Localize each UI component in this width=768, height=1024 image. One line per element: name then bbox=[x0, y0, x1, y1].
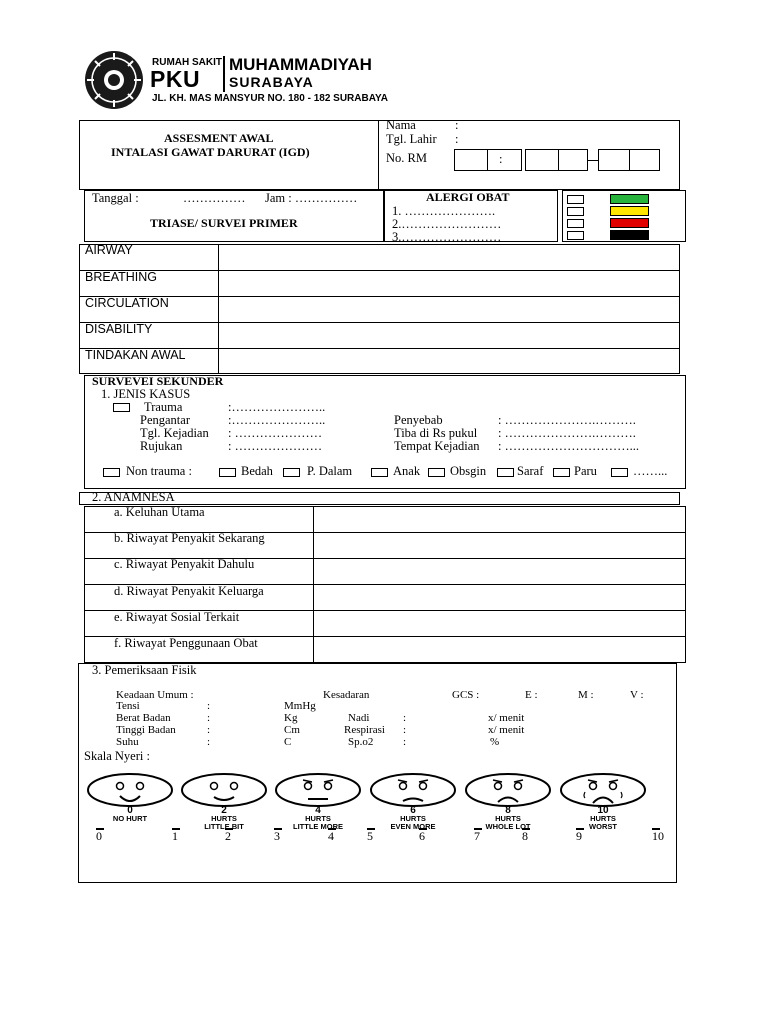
disability-field[interactable] bbox=[219, 323, 679, 348]
paru-label: Paru bbox=[574, 464, 597, 478]
pain-face-10[interactable] bbox=[558, 772, 648, 832]
pain-face-4[interactable] bbox=[273, 772, 363, 832]
face-2-icon bbox=[179, 772, 269, 808]
scale-number-4[interactable]: 4 bbox=[328, 829, 334, 843]
pain-scale-numbers[interactable] bbox=[90, 826, 670, 846]
triage-checkbox-1[interactable] bbox=[567, 195, 584, 204]
scale-number-7[interactable]: 7 bbox=[474, 829, 480, 843]
anak-checkbox[interactable] bbox=[371, 468, 388, 477]
keadaan-umum-label: Keadaan Umum : bbox=[116, 689, 194, 701]
spo2-unit: % bbox=[490, 736, 500, 748]
face-6-sublabel: EVEN MORE bbox=[390, 822, 436, 831]
keluhan-utama-field[interactable] bbox=[314, 507, 685, 532]
face-4-label: HURTS bbox=[305, 814, 331, 823]
nama-label: Nama bbox=[386, 118, 416, 132]
suhu-colon: : bbox=[207, 736, 211, 748]
bedah-checkbox[interactable] bbox=[219, 468, 236, 477]
nama-colon: : bbox=[455, 118, 459, 132]
tensi-colon: : bbox=[207, 700, 211, 712]
face-0-number: 0 bbox=[127, 805, 133, 816]
respirasi-colon: : bbox=[403, 724, 407, 736]
tgl-lahir-colon: : bbox=[455, 132, 459, 146]
tanggal-label: Tanggal : bbox=[92, 191, 139, 205]
suhu-unit: C bbox=[284, 736, 292, 748]
pku-label: PKU bbox=[150, 66, 201, 92]
riwayat-keluarga-field[interactable] bbox=[314, 585, 685, 610]
riwayat-dahulu-label: c. Riwayat Penyakit Dahulu bbox=[114, 557, 255, 571]
scale-number-5[interactable]: 5 bbox=[367, 829, 373, 843]
tgl-kejadian-value[interactable]: : ………………… bbox=[228, 426, 323, 440]
riwayat-sosial-field[interactable] bbox=[314, 611, 685, 636]
scale-number-8[interactable]: 8 bbox=[522, 829, 528, 843]
triage-color-swatch-2 bbox=[610, 206, 649, 216]
kesadaran-label: Kesadaran bbox=[323, 689, 370, 701]
tiba-label: Tiba di Rs pukul bbox=[394, 426, 478, 440]
face-4-number: 4 bbox=[315, 805, 321, 816]
hospital-logo bbox=[84, 50, 144, 110]
circulation-label: CIRCULATION bbox=[85, 296, 169, 310]
alergi-item-3[interactable]: 3.…………………… bbox=[392, 230, 502, 244]
berat-badan-colon: : bbox=[207, 712, 211, 724]
face-2-number: 2 bbox=[221, 805, 227, 816]
face-6-number: 6 bbox=[410, 805, 416, 816]
airway-label: AIRWAY bbox=[85, 243, 133, 257]
gcs-m-label[interactable]: M : bbox=[578, 689, 594, 701]
fisik-title: 3. Pemeriksaan Fisik bbox=[92, 663, 197, 677]
pain-face-2[interactable] bbox=[179, 772, 269, 832]
nadi-label: Nadi bbox=[348, 712, 370, 724]
riwayat-sekarang-field[interactable] bbox=[314, 533, 685, 558]
pain-face-0[interactable] bbox=[85, 772, 175, 832]
obsgin-label: Obsgin bbox=[450, 464, 487, 478]
respirasi-label: Respirasi bbox=[344, 724, 385, 736]
tensi-label: Tensi bbox=[116, 700, 140, 712]
riwayat-obat-label: f. Riwayat Penggunaan Obat bbox=[114, 636, 258, 650]
tgl-kejadian-label: Tgl. Kejadian bbox=[140, 426, 209, 440]
pain-scale-faces bbox=[90, 772, 670, 832]
penyebab-label: Penyebab bbox=[394, 413, 443, 427]
scale-number-0[interactable]: 0 bbox=[96, 829, 102, 843]
riwayat-obat-field[interactable] bbox=[314, 637, 685, 662]
trauma-label: Trauma bbox=[144, 400, 183, 414]
no-rm-colon: : bbox=[499, 152, 503, 166]
scale-number-3[interactable]: 3 bbox=[274, 829, 280, 843]
p-dalam-label: P. Dalam bbox=[307, 464, 353, 478]
jam-label[interactable]: Jam : …………… bbox=[265, 191, 358, 205]
spo2-label: Sp.o2 bbox=[348, 736, 374, 748]
gcs-v-label[interactable]: V : bbox=[630, 689, 644, 701]
gcs-label: GCS : bbox=[452, 689, 480, 701]
keluhan-utama-label: a. Keluhan Utama bbox=[114, 505, 205, 519]
face-6-label: HURTS bbox=[400, 814, 426, 823]
non-trauma-label: Non trauma : bbox=[126, 464, 192, 478]
jenis-kasus-label: 1. JENIS KASUS bbox=[101, 387, 191, 401]
respirasi-unit: x/ menit bbox=[488, 724, 525, 736]
riwayat-sekarang-label: b. Riwayat Penyakit Sekarang bbox=[114, 531, 265, 545]
breathing-field[interactable] bbox=[219, 271, 679, 296]
scale-number-1[interactable]: 1 bbox=[172, 829, 178, 843]
non-trauma-checkbox[interactable] bbox=[103, 468, 120, 477]
face-8-label: HURTS bbox=[495, 814, 521, 823]
face-10-label: HURTS bbox=[590, 814, 616, 823]
triage-color-swatch-1 bbox=[610, 194, 649, 204]
tinggi-badan-label: Tinggi Badan bbox=[116, 724, 176, 736]
circulation-field[interactable] bbox=[219, 297, 679, 322]
tindakan-awal-field[interactable] bbox=[219, 349, 679, 374]
other-checkbox[interactable] bbox=[611, 468, 628, 477]
sekunder-title: SURVEVEI SEKUNDER bbox=[92, 374, 224, 388]
no-rm-label: No. RM bbox=[386, 151, 427, 165]
berat-badan-unit: Kg bbox=[284, 712, 298, 724]
anak-label: Anak bbox=[393, 464, 421, 478]
rujukan-value[interactable]: : ………………… bbox=[228, 439, 323, 453]
tanggal-value[interactable]: …………… bbox=[183, 191, 246, 205]
face-6-icon bbox=[368, 772, 458, 808]
face-2-label: HURTS bbox=[211, 814, 237, 823]
scale-number-9[interactable]: 9 bbox=[576, 829, 582, 843]
disability-label: DISABILITY bbox=[85, 322, 153, 336]
rs-label: RUMAH SAKIT bbox=[152, 57, 222, 68]
spo2-colon: : bbox=[403, 736, 407, 748]
anamnesa-title: 2. ANAMNESA bbox=[92, 490, 175, 504]
rujukan-label: Rujukan bbox=[140, 439, 183, 453]
scale-number-2[interactable]: 2 bbox=[225, 829, 231, 843]
riwayat-sosial-label: e. Riwayat Sosial Terkait bbox=[114, 610, 240, 624]
pengantar-label: Pengantar bbox=[140, 413, 190, 427]
tinggi-badan-colon: : bbox=[207, 724, 211, 736]
riwayat-keluarga-label: d. Riwayat Penyakit Keluarga bbox=[114, 584, 264, 598]
nadi-colon: : bbox=[403, 712, 407, 724]
surabaya-label: SURABAYA bbox=[229, 74, 314, 90]
triage-color-swatch-3 bbox=[610, 218, 649, 228]
alergi-item-2[interactable]: 2.…………………… bbox=[392, 217, 502, 231]
skala-nyeri-label: Skala Nyeri : bbox=[84, 749, 150, 763]
tinggi-badan-unit: Cm bbox=[284, 724, 300, 736]
face-0-icon bbox=[85, 772, 175, 808]
face-4-icon bbox=[273, 772, 363, 808]
saraf-label: Saraf bbox=[517, 464, 544, 478]
riwayat-dahulu-field[interactable] bbox=[314, 559, 685, 584]
triase-title: TRIASE/ SURVEI PRIMER bbox=[150, 216, 298, 230]
hospital-address: JL. KH. MAS MANSYUR NO. 180 - 182 SURABAYA bbox=[152, 93, 388, 104]
nadi-unit: x/ menit bbox=[488, 712, 525, 724]
tindakan-awal-label: TINDAKAN AWAL bbox=[85, 348, 186, 362]
muhammadiyah-label: MUHAMMADIYAH bbox=[229, 55, 372, 74]
gcs-e-label[interactable]: E : bbox=[525, 689, 538, 701]
no-rm-boxes[interactable] bbox=[454, 149, 660, 171]
airway-field[interactable] bbox=[219, 245, 679, 270]
tiba-value[interactable]: : ………………….………. bbox=[498, 426, 636, 440]
tempat-kejadian-label: Tempat Kejadian bbox=[394, 439, 480, 453]
form-title-1: ASSESMENT AWAL bbox=[164, 131, 274, 145]
pengantar-value[interactable]: :………………….. bbox=[228, 413, 326, 427]
trauma-dots: :………………….. bbox=[228, 400, 326, 414]
face-2-sublabel: LITTLE BIT bbox=[204, 822, 244, 831]
face-8-icon bbox=[463, 772, 553, 808]
trauma-checkbox[interactable] bbox=[113, 403, 130, 412]
scale-number-10[interactable]: 10 bbox=[652, 829, 664, 843]
tempat-kejadian-value[interactable]: : …………………………... bbox=[498, 439, 639, 453]
other-label[interactable]: ……... bbox=[633, 464, 668, 478]
alergi-item-1[interactable]: 1. …………………. bbox=[392, 204, 496, 218]
suhu-label: Suhu bbox=[116, 736, 139, 748]
alergi-title: ALERGI OBAT bbox=[426, 190, 510, 204]
face-8-number: 8 bbox=[505, 805, 511, 816]
triage-checkbox-4[interactable] bbox=[567, 231, 584, 240]
tensi-unit: MmHg bbox=[284, 700, 316, 712]
triage-color-swatch-4 bbox=[610, 230, 649, 240]
face-10-number: 10 bbox=[597, 805, 609, 816]
berat-badan-label: Berat Badan bbox=[116, 712, 171, 724]
p-dalam-checkbox[interactable] bbox=[283, 468, 300, 477]
face-10-sublabel: WORST bbox=[589, 822, 617, 831]
triage-checkbox-3[interactable] bbox=[567, 219, 584, 228]
obsgin-checkbox[interactable] bbox=[428, 468, 445, 477]
pain-face-8[interactable] bbox=[463, 772, 553, 832]
triage-checkbox-2[interactable] bbox=[567, 207, 584, 216]
face-10-icon bbox=[558, 772, 648, 808]
bedah-label: Bedah bbox=[241, 464, 273, 478]
breathing-label: BREATHING bbox=[85, 270, 157, 284]
scale-number-6[interactable]: 6 bbox=[419, 829, 425, 843]
saraf-checkbox[interactable] bbox=[497, 468, 514, 477]
face-8-sublabel: WHOLE LOT bbox=[485, 822, 531, 831]
penyebab-value[interactable]: : ………………….………. bbox=[498, 413, 636, 427]
form-title-2: INTALASI GAWAT DARURAT (IGD) bbox=[111, 145, 310, 159]
tgl-lahir-label: Tgl. Lahir bbox=[386, 132, 437, 146]
pain-face-6[interactable] bbox=[368, 772, 458, 832]
face-0-label: NO HURT bbox=[112, 814, 148, 823]
paru-checkbox[interactable] bbox=[553, 468, 570, 477]
face-4-sublabel: LITTLE MORE bbox=[293, 822, 343, 831]
